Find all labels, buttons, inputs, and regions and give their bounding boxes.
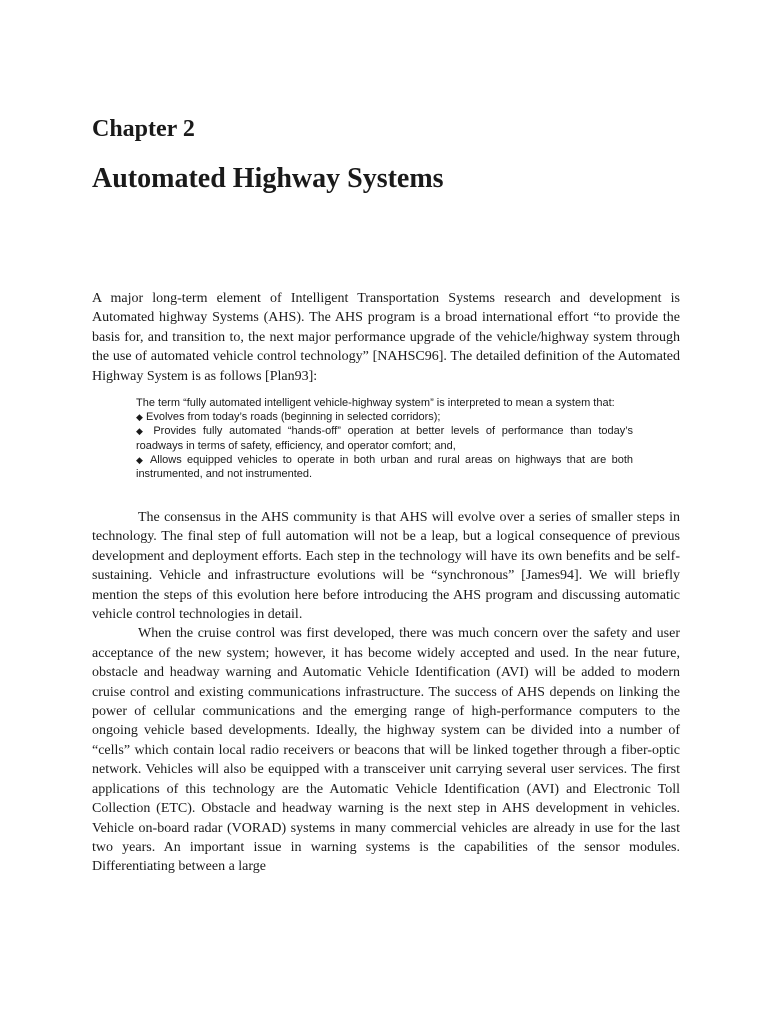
body-paragraph: The consensus in the AHS community is that AHS will evolve over a series of smaller steps in technology. The final step of full automation will not be a leap, but a logical consequence of previous development and deployment efforts. Each step in the technology will have its own benefits and be self-sustaining. Vehicle and infrastructure evolutions will be “synchronous” [James94]. We will briefly mention the steps of this evolution here before introducing the AHS program and discussing automatic vehicle control technologies in detail. [92, 510, 680, 623]
bullet-icon: ◆ [136, 412, 143, 423]
definition-item: ◆ Allows equipped vehicles to operate in both urban and rural areas on highways that are both instrumented, and not instrumented. [136, 453, 633, 481]
definition-item: ◆ Evolves from today’s roads (beginning in selected corridors); [136, 411, 441, 424]
definition-intro: The term “fully automated intelligent vehicle-highway system” is interpreted to mean a system that: [136, 397, 615, 409]
chapter-title: Automated Highway Systems [92, 163, 444, 194]
bullet-icon: ◆ [136, 426, 147, 437]
definition-blockquote [136, 396, 633, 481]
definition-item: ◆ Provides fully automated “hands-off” operation at better levels of performance than today’s roadways in terms of safety, efficiency, and operator comfort; and, [136, 425, 634, 452]
body-text [92, 508, 680, 877]
definition-list [136, 410, 633, 481]
intro-paragraph: A major long-term element of Intelligent Transportation Systems research and development is Automated highway Systems (AHS). The AHS program is a broad international effort “to provide the basis for, and transition to, the next major performance upgrade of the vehicle/highway system through the use of automated vehicle control technology” [NAHSC96]. The detailed definition of the Automated Highway System is as follows [Plan93]: [92, 291, 680, 384]
body-paragraph: When the cruise control was first developed, there was much concern over the safety and user acceptance of the new system; however, it has become widely accepted and used. In the near future, obstacle and headway warning and Automatic Vehicle Identification (AVI) will be added to modern cruise control and existing communications infrastructure. The success of AHS depends on linking the power of cellular communications and the emerging range of high-performance computers to the ongoing vehicle based developments. Ideally, the highway system can be divided into a number of “cells” which contain local radio receivers or beacons that will be linked together through a fiber-optic network. Vehicles will also be equipped with a transceiver unit carrying several user services. The first applications of this technology are the Automatic Vehicle Identification (AVI) and Electronic Toll Collection (ETC). Obstacle and headway warning is the next step in AHS development in vehicles. Vehicle on-board radar (VORAD) systems in many commercial vehicles are already in use for the last two years. An important issue in warning systems is the capabilities of the sensor modules. Differentiating between a large [92, 626, 680, 875]
bullet-icon: ◆ [136, 454, 146, 465]
chapter-number: Chapter 2 [92, 116, 195, 142]
